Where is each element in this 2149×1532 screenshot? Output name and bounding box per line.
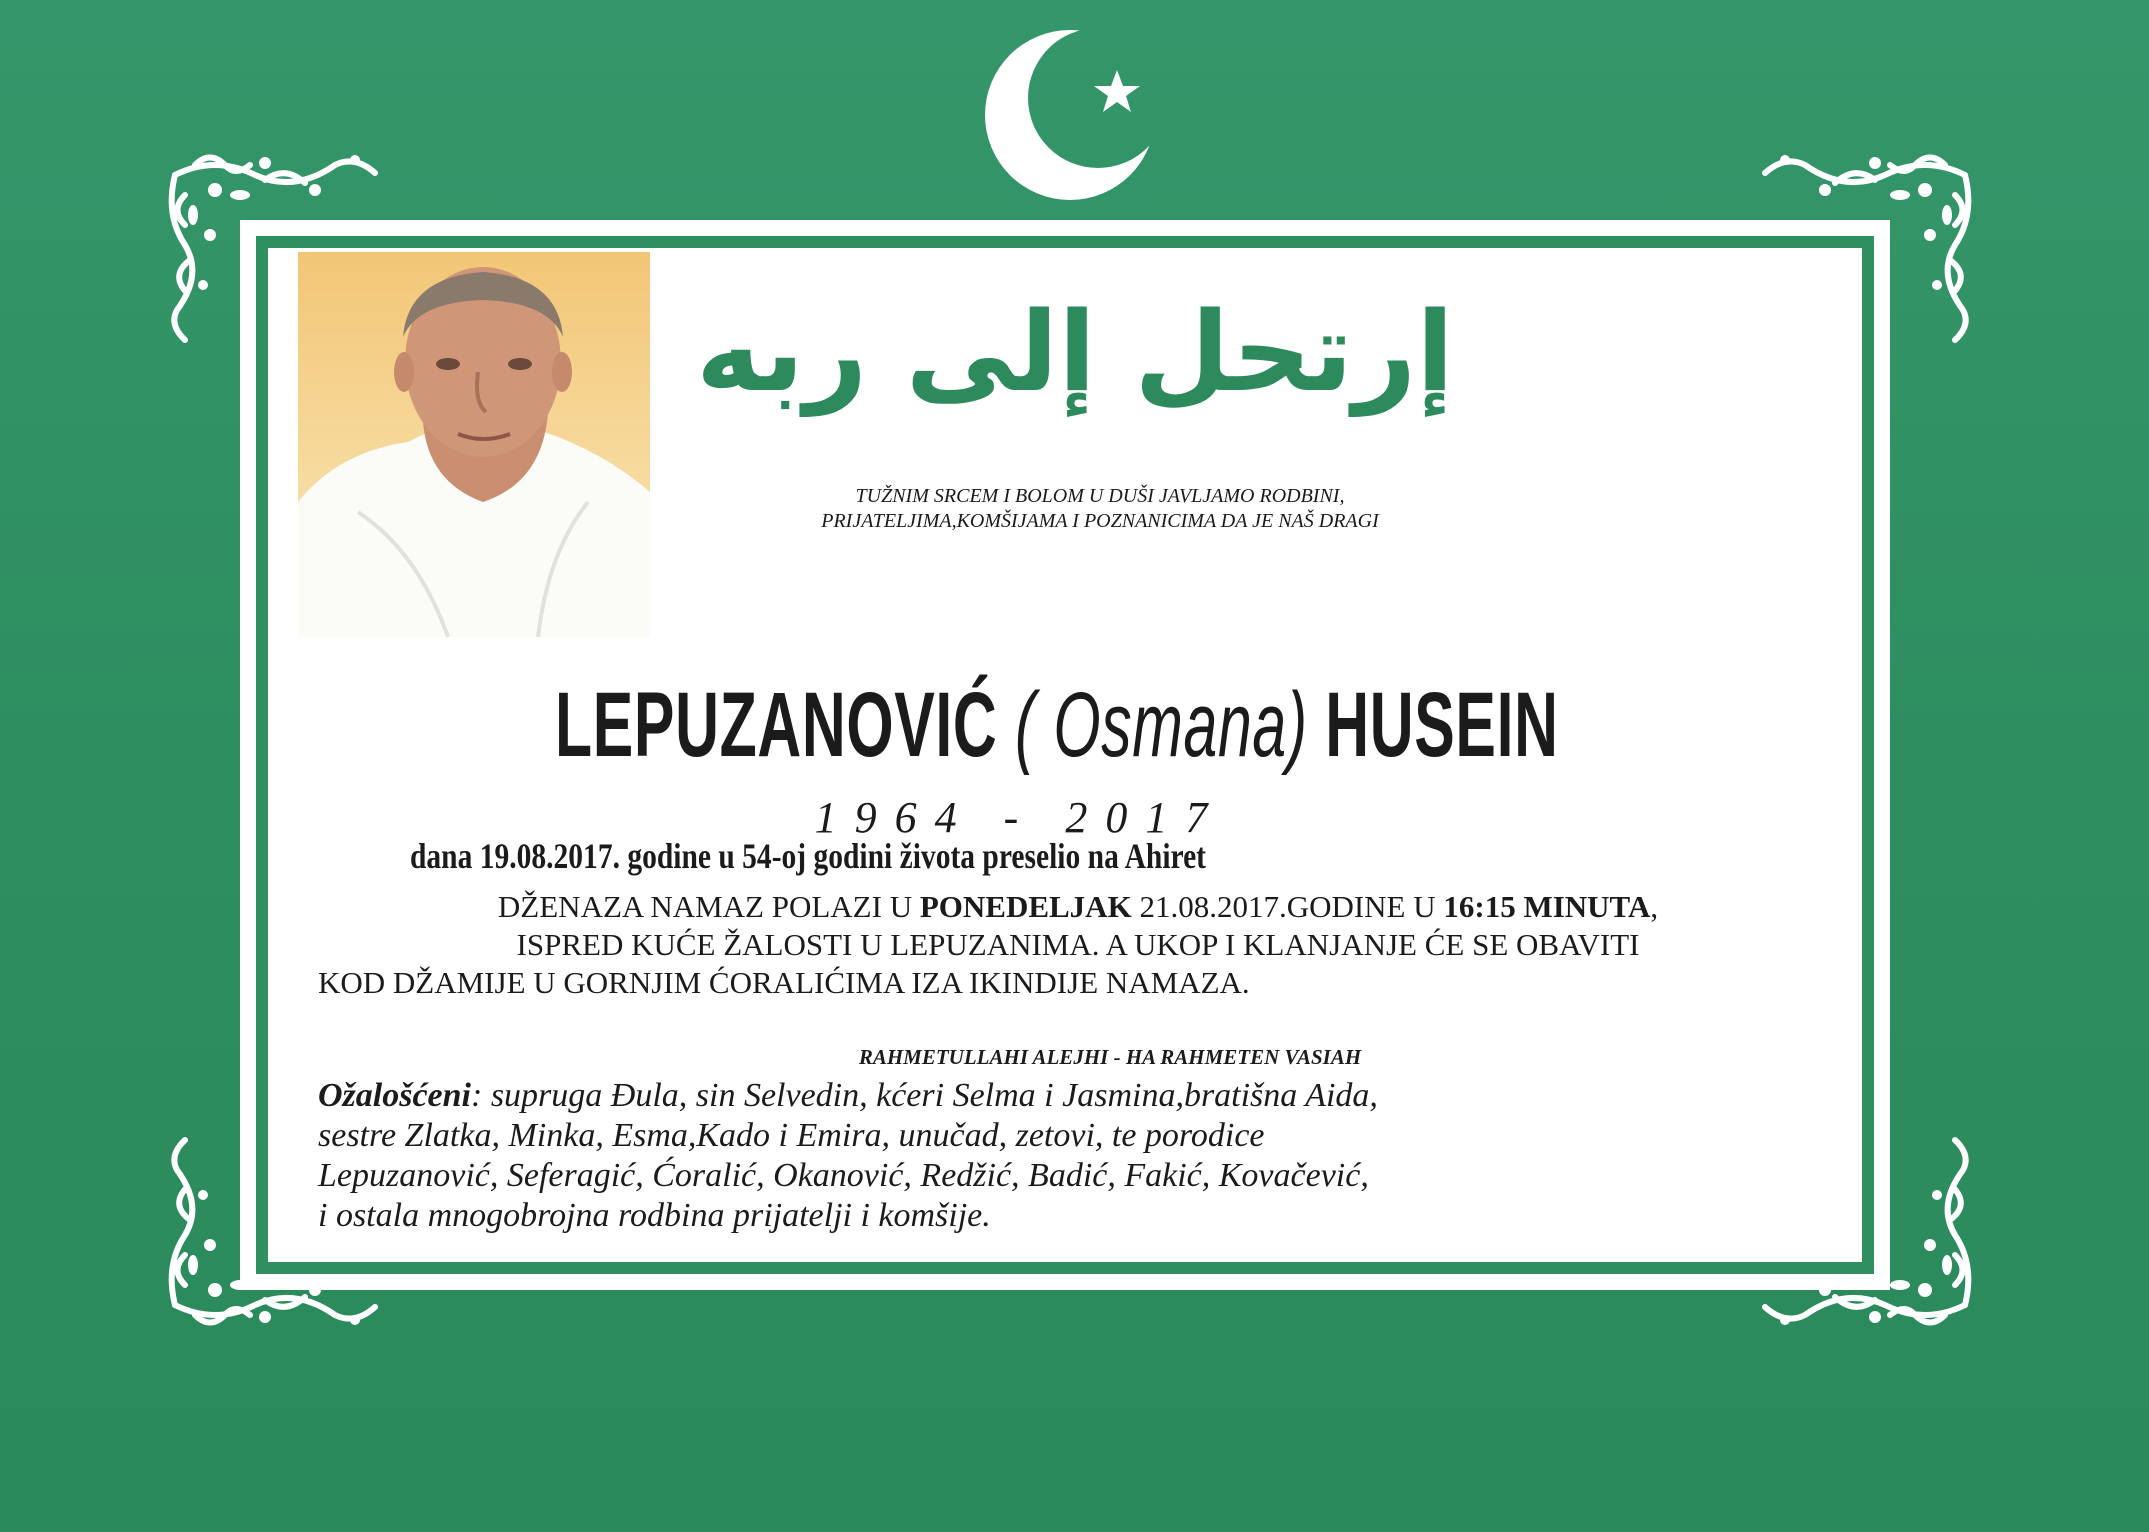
mourners-line-2: sestre Zlatka, Minka, Esma,Kado i Emira, unučad, zetovi, te porodice xyxy=(318,1117,1265,1154)
calligraphy-text: إرتحل إلى ربه xyxy=(695,288,1455,416)
funeral-line-1-text-b: 21.08.2017.GODINE U xyxy=(1131,889,1444,924)
deceased-surname: LEPUZANOVIĆ xyxy=(555,674,998,776)
mourners-line-1-text: : supruga Đula, sin Selvedin, kćeri Selma i Jasmina,bratišna Aida, xyxy=(471,1077,1378,1114)
crescent-and-star-icon xyxy=(980,20,1170,210)
funeral-line-2: ISPRED KUĆE ŽALOSTI U LEPUZANIMA. A UKOP I KLANJANJE ĆE SE OBAVITI xyxy=(516,927,1640,962)
funeral-details xyxy=(318,888,1838,1002)
funeral-day: PONEDELJAK xyxy=(919,889,1132,924)
deceased-portrait-photo xyxy=(298,252,650,637)
funeral-time: 16:15 MINUTA xyxy=(1443,889,1651,924)
intro-line-2: PRIJATELJIMA,KOMŠIJAMA I POZNANICIMA DA JE NAŠ DRAGI xyxy=(821,510,1379,532)
deceased-name xyxy=(555,670,1559,780)
funeral-line-1 xyxy=(318,888,1838,926)
mourners-line-4: i ostala mnogobrojna rodbina prijatelji i komšije. xyxy=(318,1197,991,1234)
intro-line-1: TUŽNIM SRCEM I BOLOM U DUŠI JAVLJAMO RODBINI, xyxy=(855,485,1345,507)
funeral-line-1-text-a: DŽENAZA NAMAZ POLAZI U xyxy=(497,889,920,924)
funeral-line-3: KOD DŽAMIJE U GORNJIM ĆORALIĆIMA IZA IKINDIJE NAMAZA. xyxy=(318,965,1250,1000)
life-years: 1964 - 2017 xyxy=(814,793,1226,842)
prayer-line: RAHMETULLAHI ALEJHI - HA RAHMETEN VASIAH xyxy=(858,1045,1362,1069)
death-notice: dana 19.08.2017. godine u 54-oj godini života preselio na Ahiret xyxy=(410,836,1207,876)
mourners-label: Ožalošćeni xyxy=(318,1077,471,1114)
deceased-first-name: HUSEIN xyxy=(1325,674,1559,776)
funeral-line-1-text-c: , xyxy=(1650,889,1659,924)
intro-text xyxy=(700,484,1500,534)
mourners-list xyxy=(318,1076,1838,1236)
mourners-line-3: Lepuzanović, Seferagić, Ćoralić, Okanović, Redžić, Badić, Fakić, Kovačević, xyxy=(318,1157,1369,1194)
arabic-calligraphy xyxy=(695,270,1455,445)
deceased-father-name: ( Osmana) xyxy=(1014,674,1308,776)
mourners-line-1 xyxy=(318,1076,1838,1116)
